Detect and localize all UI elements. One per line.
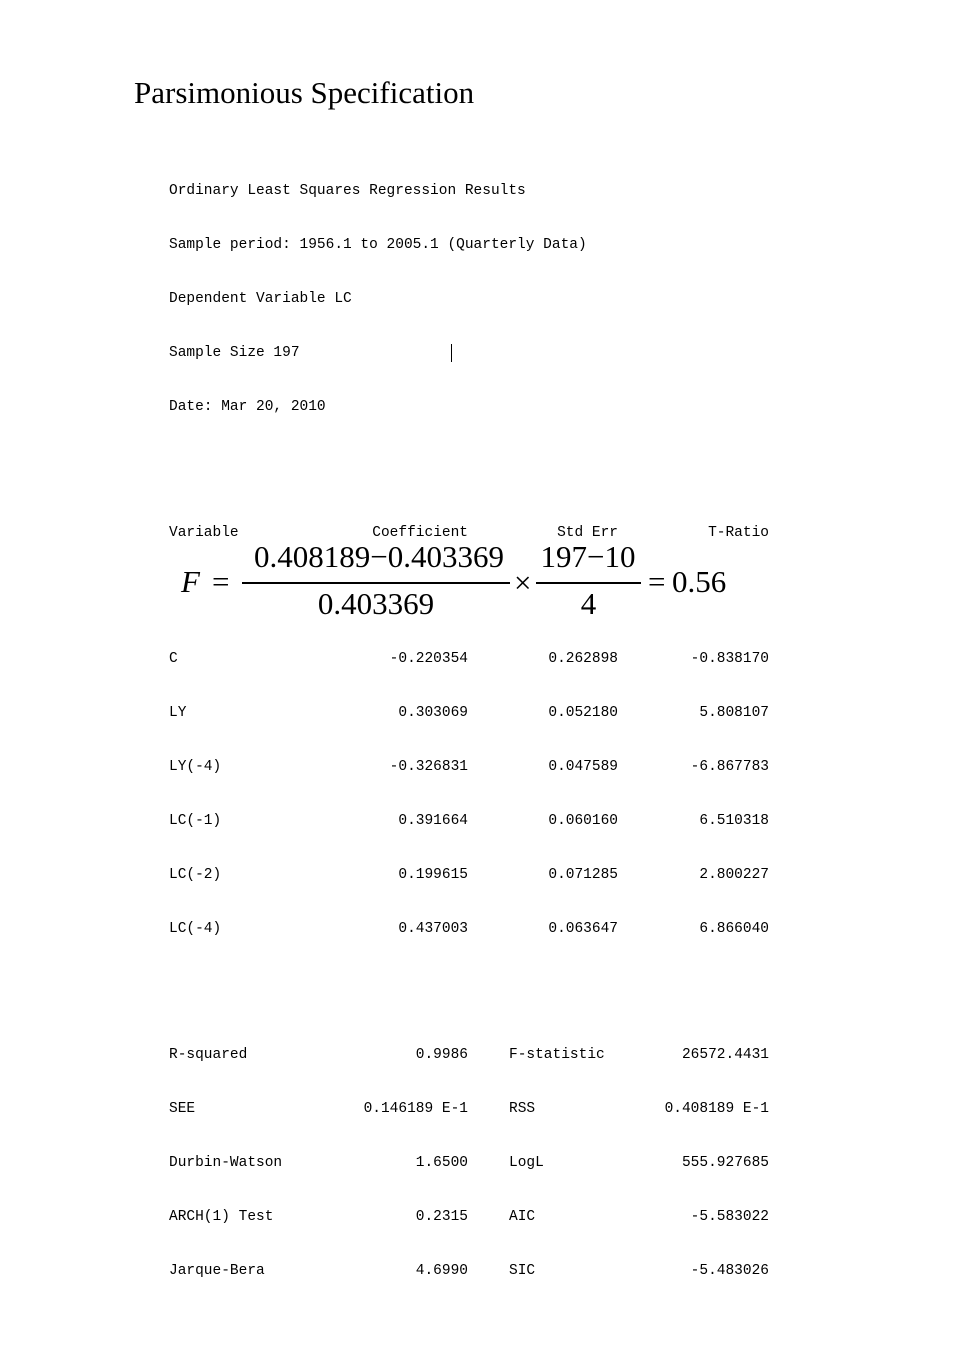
stat-label: RSS (509, 1101, 536, 1117)
fraction-numerator: 197−10 (540, 539, 636, 574)
variable-cell: LC(-1) (169, 813, 222, 829)
stat-label: LogL (509, 1155, 544, 1171)
std-err-cell: 0.063647 (548, 921, 618, 937)
table-row (169, 650, 809, 668)
formula-result: 0.56 (672, 564, 727, 599)
t-ratio-cell: 6.866040 (699, 921, 769, 937)
f-test-formula (178, 539, 738, 626)
stat-label: SIC (509, 1263, 536, 1279)
variable-cell: LC(-2) (169, 867, 222, 883)
t-ratio-cell: -0.838170 (690, 651, 769, 667)
variable-cell: LY(-4) (169, 759, 222, 775)
header-line: Sample Size 197 (169, 345, 300, 361)
table-row (169, 758, 809, 776)
variable-cell: LY (169, 705, 187, 721)
std-err-cell: 0.071285 (548, 867, 618, 883)
stat-value: 26572.4431 (681, 1047, 769, 1063)
stat-value: -5.583022 (690, 1209, 769, 1225)
variable-cell: C (169, 651, 178, 667)
t-ratio-cell: -6.867783 (690, 759, 769, 775)
stats-row (169, 1154, 809, 1172)
stat-label: AIC (509, 1209, 536, 1225)
table-row (169, 704, 809, 722)
coefficient-cell: 0.303069 (398, 705, 468, 721)
stat-label: Jarque-Bera (169, 1263, 265, 1279)
coefficient-cell: 0.437003 (398, 921, 468, 937)
fraction-denominator: 0.403369 (317, 586, 435, 621)
times-sign: × (514, 565, 532, 600)
stat-value: -5.483026 (690, 1263, 769, 1279)
stat-label: SEE (169, 1101, 196, 1117)
std-err-cell: 0.052180 (548, 705, 618, 721)
stat-value: 0.2315 (415, 1209, 468, 1225)
stat-value: 4.6990 (415, 1263, 468, 1279)
header-line: Sample period: 1956.1 to 2005.1 (Quarterly Data) (169, 237, 587, 253)
formula-equals: = (212, 564, 230, 599)
t-ratio-cell: 6.510318 (699, 813, 769, 829)
fraction-denominator: 4 (580, 586, 597, 621)
stat-label: Durbin-Watson (169, 1155, 283, 1171)
stat-value: 555.927685 (681, 1155, 769, 1171)
stat-label: R-squared (169, 1047, 248, 1063)
coefficient-cell: 0.199615 (398, 867, 468, 883)
stat-label: ARCH(1) Test (169, 1209, 274, 1225)
regression-output (169, 146, 809, 1298)
stat-value: 0.408189 E-1 (664, 1101, 769, 1117)
header-line: Date: Mar 20, 2010 (169, 399, 326, 415)
table-row (169, 812, 809, 830)
coefficient-cell: 0.391664 (398, 813, 468, 829)
coefficient-cell: -0.326831 (389, 759, 468, 775)
text-cursor (451, 344, 452, 362)
fraction-numerator: 0.408189−0.403369 (254, 539, 504, 574)
column-header: Coefficient (372, 525, 468, 541)
std-err-cell: 0.262898 (548, 651, 618, 667)
stat-value: 0.146189 E-1 (363, 1101, 468, 1117)
std-err-cell: 0.060160 (548, 813, 618, 829)
header-line: Dependent Variable LC (169, 291, 352, 307)
column-header: Std Err (557, 525, 618, 541)
stats-row (169, 1100, 809, 1118)
table-row (169, 866, 809, 884)
stats-row (169, 1262, 809, 1280)
t-ratio-cell: 5.808107 (699, 705, 769, 721)
fraction-bar (536, 582, 641, 584)
std-err-cell: 0.047589 (548, 759, 618, 775)
fraction-bar (242, 582, 510, 584)
slide-title: Parsimonious Specification (134, 75, 475, 110)
formula-equals: = (648, 564, 666, 599)
stats-row (169, 1046, 809, 1064)
t-ratio-cell: 2.800227 (699, 867, 769, 883)
column-header: Variable (169, 525, 239, 541)
stats-row (169, 1208, 809, 1226)
table-row (169, 920, 809, 938)
column-header: T-Ratio (708, 525, 769, 541)
formula-variable: F (181, 564, 200, 599)
header-line: Ordinary Least Squares Regression Results (169, 183, 526, 199)
variable-cell: LC(-4) (169, 921, 222, 937)
stat-value: 0.9986 (415, 1047, 468, 1063)
coefficient-cell: -0.220354 (389, 651, 468, 667)
stat-value: 1.6500 (415, 1155, 468, 1171)
stat-label: F-statistic (509, 1047, 605, 1063)
